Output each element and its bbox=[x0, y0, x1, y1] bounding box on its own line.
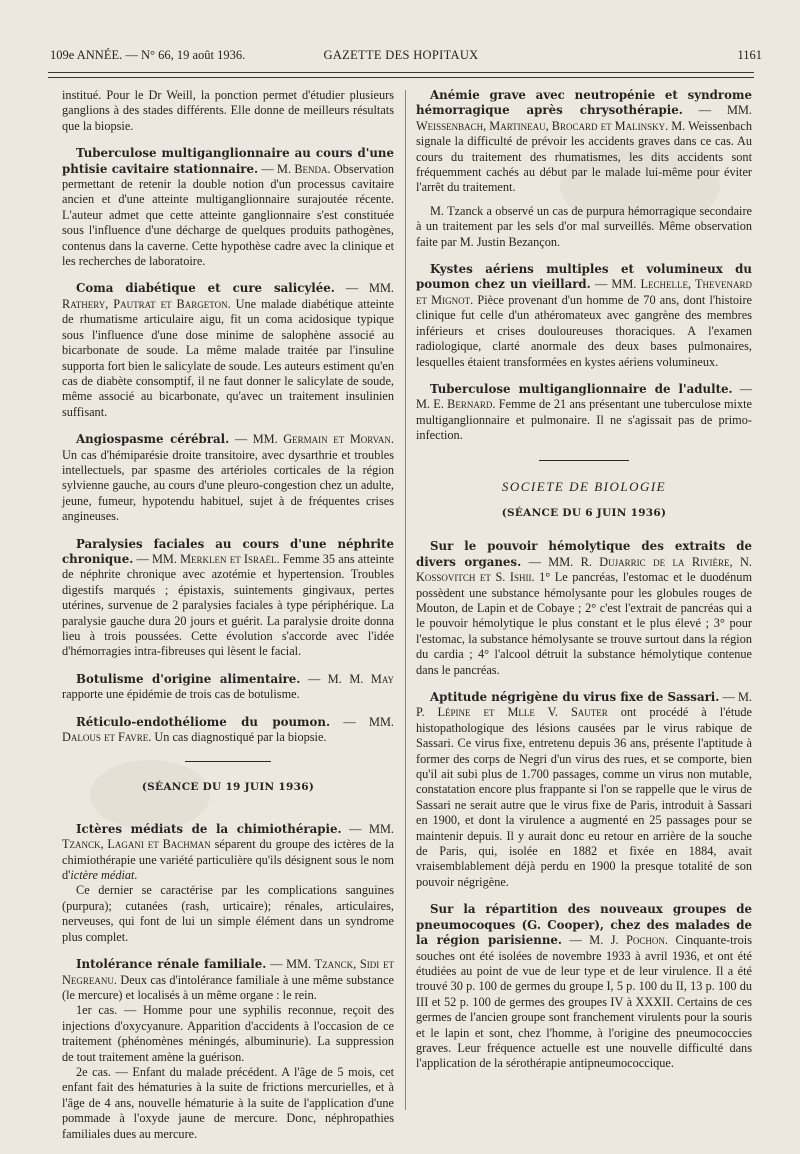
abstract-text: ont procédé à l'étude histopathologique des lésions causées par le virus rabique de Sassari. Ce virus fixe, entretenu depuis 36 ans, présente l'aptitude à former des corps de Negri d'un virus des rues, et se comporte, bien qu'il ait subi plus de 1.700 passages, comme un virus non mutable, constatation encore plus frappante si l'on se rappelle que le virus de Sassari ne serait autre que le virus fixe de Paris, introduit à Sassari en 1900, et dont la virulence a augmenté en 25 passages pour se maintenir depuis. Il y aurait donc eu retour en arrière de la souche de Paris, qui, isolée en 1882 et fixée en 1884, avait vraisemblablement déjà perdu en 1900 la presque totalité de son pouvoir négrigène. bbox=[416, 705, 752, 889]
abstract: Ictères médiats de la chimiothérapie. — MM. Tzanck, Lagani et Bachman séparent du groupe des ictères de la chimiothérapie une variété particulière qu'ils désignent sous le nom d'ictère médiat. bbox=[62, 821, 395, 883]
abstract: Angiospasme cérébral. — MM. Germain et Morvan. Un cas d'hémiparésie droite transitoire, avec dysarthrie et troubles intellectuels, par spasme des artérioles corticales de la région sylvienne gauche, au cours d'une pleuro-congestion chez un adulte, jeune, fumeur, hypotendu habituel, sujet à de fréquentes crises angineuses. bbox=[62, 432, 394, 524]
abstract-italic-term: ictère médiat. bbox=[70, 868, 138, 883]
abstract: Tuberculose multiganglionnaire de l'adulte. — M. E. Bernard. Femme de 21 ans présentant une tuberculose mixte multiganglionnaire et pulmonaire. Il ne s'agissait pas de primo-infection. bbox=[416, 381, 753, 443]
abstract-text: Une malade diabétique atteinte de rhumatisme articulaire aigu, fit un coma acidosique typique sous l'influence d'une dose minime de salophène associé au bicarbonate de soude. La même malade traitée par l'insuline supporta fort bien le salicylate de soude. Les auteurs estiment qu'en cas de diabète consomptif, il ne faut donner le salicylate de soude, même associé au bicarbonate, qu'avec un traitement insulinien suffisant. bbox=[62, 296, 394, 419]
abstract: Kystes aériens multiples et volumineux du poumon chez un vieillard. — MM. Lechelle, Thevenard et Mignot. Pièce provenant d'un homme de 70 ans, dont l'histoire clinique fut celle d'un athéromateux avec gangrène des membres inférieurs et crises douloureuses thoraciques. A l'examen radiologique, clarté anormale des deux bases pulmonaires, lesquelles étaient transformées en kystes aériens volumineux. bbox=[416, 262, 753, 369]
right-column bbox=[416, 88, 752, 1084]
abstract-title: Anémie grave avec neutropénie et syndrome hémorragique après chrysothérapie. bbox=[416, 88, 752, 118]
abstract-authors: M. Benda. bbox=[277, 161, 331, 176]
abstract-text: M. Tzanck a observé un cas de purpura hémorragique secondaire à un traitement par les sels d'or mal surveillés. Même observation faite par M. Justin Bezançon. bbox=[416, 203, 752, 249]
abstract-title: Botulisme d'origine alimentaire. bbox=[76, 671, 301, 686]
abstract-authors: M. J. Pochon. bbox=[589, 933, 668, 948]
society-heading: SOCIETE DE BIOLOGIE bbox=[501, 478, 667, 494]
abstract-paragraph bbox=[416, 204, 752, 250]
abstract-text: Deux cas d'intolérance familiale à une même substance (le mercure) et localisés à un même organe : le rein. bbox=[62, 972, 394, 1002]
abstract-authors: MM. Weissenbach, Martineau, Brocard et Malinsky. bbox=[416, 103, 752, 133]
abstract-text: Pièce provenant d'un homme de 70 ans, dont l'histoire clinique fut celle d'un athéromateux avec gangrène des membres inférieurs et crises douloureuses thoraciques. A l'examen radiologique, clarté anormale des deux bases pulmonaires, lesquelles étaient transformées en kystes aériens volumineux. bbox=[416, 292, 753, 369]
abstract-title: Intolérance rénale familiale. bbox=[76, 957, 267, 972]
section-rule bbox=[185, 761, 271, 762]
header-rule bbox=[48, 77, 754, 78]
abstract-title: Réticulo-endothéliome du poumon. bbox=[76, 714, 331, 729]
abstract-text: M. Weissenbach signale la difficulté de prévoir les accidents graves dans ce cas. Au cours du traitement des rhumatismes, les dits accidents sont fréquemment cachés au début par le malade lui-même pour éviter l'arrêt du traitement. bbox=[416, 118, 752, 195]
abstract-authors: M. P. Lépine et Mlle V. Sauter bbox=[416, 690, 752, 720]
abstract: Tuberculose multiganglionnaire au cours d'une phtisie cavitaire stationnaire. — M. Benda. Observation permettant de retenir la double notion d'un processus cavitaire ancien et d'une atteinte multiganglionnaire surajoutée récente. L'auteur admet que cette atteinte ganglionnaire s'est constituée sous l'influence d'une décharge de quelques produits pathogènes, contenus dans la caverne. Cette hypothèse cadre avec la clinique et les recherches de laboratoire. bbox=[62, 146, 395, 269]
abstract-authors: MM. Germain et Morvan. bbox=[252, 432, 394, 447]
abstract-authors: MM. Lechelle, Thevenard et Mignot. bbox=[416, 277, 753, 307]
abstract: Sur la répartition des nouveaux groupes de pneumocoques (G. Cooper), chez des malades de la région parisienne. — M. J. Pochon. Cinquante-trois souches ont été isolées de novembre 1933 à avril 1936, et ont été étudiées au point de vue de leur type et de leur virulence. Il a été trouvé 30 p. 100 de germes du groupe I, 5 p. 100 du II, 13 p. 100 du III et 52 p. 100 de germes des groupes IV à XXXII. Certains de ces germes de l'ancien groupe sont franchement virulents pour la souris et le lapin et sont, chez l'homme, à l'origine des pneumococcies graves. Leur fréquence actuelle est une nouvelle difficulté dans l'application de la sérothérapie antipneumococcique. bbox=[416, 902, 752, 1071]
abstract-authors: MM. Tzanck, Sidi et Negreanu. bbox=[62, 957, 394, 987]
abstract-paragraph bbox=[62, 883, 394, 945]
abstract: Coma diabétique et cure salicylée. — MM. Rathery, Pautrat et Bargeton. Une malade diabétique atteinte de rhumatisme articulaire aigu, fit un coma acidosique typique sous l'influence d'une dose minime de salophène associé au bicarbonate de soude. La même malade traitée par l'insuline supporta fort bien le salicylate de soude. Les auteurs estiment qu'en cas de diabète consomptif, il ne faut donner le salicylate de soude, même associé au bicarbonate, qu'avec un traitement insulinien suffisant. bbox=[62, 281, 394, 419]
column-divider bbox=[405, 90, 406, 1110]
abstract-title: Aptitude négrigène du virus fixe de Sassari. bbox=[430, 690, 720, 704]
abstract-title: Sur la répartition des nouveaux groupes de pneumocoques (G. Cooper), chez des malades de la région parisienne. bbox=[416, 902, 752, 948]
abstract-title: Tuberculose multiganglionnaire de l'adulte. bbox=[430, 381, 733, 396]
abstract-title: Tuberculose multiganglionnaire au cours d'une phtisie cavitaire stationnaire. bbox=[62, 146, 394, 176]
abstract-title: Paralysies faciales au cours d'une néphrite chronique. bbox=[62, 536, 394, 566]
abstract-text: Un cas diagnostiqué par la biopsie. bbox=[154, 730, 327, 745]
abstract-text: séparent du groupe des ictères de la chimiothérapie une variété particulière qu'ils désignent sous le nom d' bbox=[62, 837, 395, 883]
abstract-authors: MM. R. Dujarric de la Rivière, N. Kossovitch et S. Ishii. bbox=[416, 554, 752, 585]
abstract-authors: M. E. Bernard. bbox=[416, 397, 496, 412]
abstract-text: 2e cas. — Enfant du malade précédent. A l'âge de 5 mois, cet enfant fait des hématuries à la suite de frictions mercurielles, et à l'âge de 4 ans, nouvelle hématurie à la suite de l'application d'une pommade à l'oxyde jaune de mercure. Donc, néphropathies familiales dues au mercure. bbox=[62, 1064, 394, 1141]
abstract-text: Ce dernier se caractérise par les complications sanguines (purpura); cutanées (rash, urticaire); rénales, articulaires, nerveuses, qui font de lui un simple élément dans un syndrome plus complet. bbox=[62, 883, 394, 944]
abstract-title: Ictères médiats de la chimiothérapie. bbox=[76, 821, 342, 836]
abstract-title: Sur le pouvoir hémolytique des extraits de divers organes. bbox=[416, 539, 752, 569]
paragraph-text: institué. Pour le Dr Weill, la ponction permet d'étudier plusieurs ganglions à des stades différents. Elle donne de meilleurs résultats que la biopsie. bbox=[62, 88, 394, 133]
abstract-authors: M. M. May bbox=[327, 671, 394, 686]
abstract-authors: MM. Merklen et Israël. bbox=[151, 551, 280, 566]
abstract-paragraph bbox=[62, 1003, 394, 1065]
abstract-text: Un cas d'hémiparésie droite transitoire, avec dysarthrie et troubles intellectuels, par spasme des artérioles corticales de la région sylvienne gauche, au cours d'une pleuro-congestion chez un adulte, jeune, fumeur, hypotendu habituel, sujet à de fréquentes crises angineuses. bbox=[62, 447, 394, 524]
abstract: Intolérance rénale familiale. — MM. Tzanck, Sidi et Negreanu. Deux cas d'intolérance familiale à une même substance (le mercure) et localisés à un même organe : le rein. bbox=[62, 957, 394, 1002]
abstract-text: 1° Le pancréas, l'estomac et le duodénum possèdent une substance hémolysante pour les globules rouges de Mouton, de Lapin et de Cobaye ; 2° c'est l'extrait de pancréas qui a le pouvoir hémolytique le plus constant et le plus élevé ; 3° pour l'estomac, la substance hémolysante se trouve surtout dans la région du cardia ; 4° l'alcool détruit la substance hémolytique contenue dans le pancréas. bbox=[416, 570, 753, 677]
abstract-authors: MM. Tzanck, Lagani et Bachman bbox=[62, 821, 394, 852]
abstract-text: Observation permettant de retenir la double notion d'un processus cavitaire ancien et d'une atteinte multiganglionnaire surajoutée récente. L'auteur admet que cette atteinte ganglionnaire s'est constituée sous l'influence d'une décharge de quelques produits pathogènes, contenus dans la caverne. Cette hypothèse cadre avec la clinique et les recherches de laboratoire. bbox=[62, 161, 395, 269]
abstract: Réticulo-endothéliome du poumon. — MM. Dalous et Favre. Un cas diagnostiqué par la biopsie. bbox=[62, 714, 394, 745]
session-heading: (SÉANCE DU 19 JUIN 1936) bbox=[141, 781, 315, 794]
abstract-text: 1er cas. — Homme pour une syphilis reconnue, reçoit des injections d'oxycyanure. Apparition d'accidents à l'occasion de ce traitement (phénomènes méningés, albuminurie). La suppression de tout traitement amène la guérison. bbox=[62, 1003, 394, 1064]
abstract-paragraph bbox=[62, 1065, 394, 1142]
abstract-text: Femme 35 ans atteinte de néphrite chronique avec azotémie et hypertension. Troubles digestifs marqués ; épistaxis, suintements gingivaux, pertes utérines, survenue de 2 paralysies faciales à type périphérique. La paralysie gauche dura 20 jours et guérit. La paralysie droite donna lieu à trois poussées. Cette évolution s'accorde avec l'idée d'hémorragies intra-fibreuses qui lèsent le facial. bbox=[62, 551, 394, 659]
section-rule bbox=[539, 460, 629, 461]
issue-info: 109e ANNÉE. — N° 66, 19 août 1936. bbox=[50, 48, 246, 62]
abstract-authors: MM. Dalous et Favre. bbox=[62, 714, 394, 745]
abstract-title: Kystes aériens multiples et volumineux du poumon chez un vieillard. bbox=[416, 262, 752, 292]
abstract-title: Coma diabétique et cure salicylée. bbox=[76, 281, 335, 296]
abstract-text: rapporte une épidémie de trois cas de botulisme. bbox=[62, 687, 300, 702]
abstract: Aptitude négrigène du virus fixe de Sassari. — M. P. Lépine et Mlle V. Sauter ont procédé à l'étude histopathologique des lésions causées par le virus rabique de Sassari. Ce virus fixe, entretenu depuis 36 ans, présente l'aptitude à former des corps de Negri d'un virus des rues, et se comporte, bien qu'il ait subi plus de 1.700 passages, comme un virus non mutable, constatation encore plus frappante si l'on se rappelle que le virus de Sassari ne serait autre que le virus fixe de Paris, introduit à Sassari en 1900, et dont la virulence a augmenté en 25 passages pour se maintenir depuis. Il y aurait donc eu retour en arrière de la souche de Paris, qui, isolée en 1882 et fixée en 1884, avait vraisemblablement déjà perdu en 1900 la presque totalité de son pouvoir négrigène. bbox=[416, 690, 752, 889]
article-continuation bbox=[62, 88, 394, 134]
abstract: Anémie grave avec neutropénie et syndrome hémorragique après chrysothérapie. — MM. Weissenbach, Martineau, Brocard et Malinsky. M. Weissenbach signale la difficulté de prévoir les accidents graves dans ce cas. Au cours du traitement des rhumatismes, les dits accidents sont fréquemment cachés au début par le malade lui-même pour éviter l'arrêt du traitement. bbox=[416, 88, 752, 195]
abstract-text: Cinquante-trois souches ont été isolées de novembre 1933 à avril 1936, et ont été étudiées au point de vue de leur type et de leur virulence. Il a été trouvé 30 p. 100 de germes du groupe I, 5 p. 100 du II, 13 p. 100 du III et 52 p. 100 de germes des groupes IV à XXXII. Certains de ces germes de l'ancien groupe sont franchement virulents pour la souris et le lapin et sont, chez l'homme, à l'origine des pneumococcies graves. Leur fréquence actuelle est une nouvelle difficulté dans l'application de la sérothérapie antipneumococcique. bbox=[416, 933, 752, 1071]
abstract-title: Angiospasme cérébral. bbox=[76, 432, 230, 447]
abstract: Botulisme d'origine alimentaire. — M. M. May rapporte une épidémie de trois cas de botulisme. bbox=[62, 671, 394, 702]
abstract-authors: MM. Rathery, Pautrat et Bargeton. bbox=[62, 281, 394, 311]
session-heading: (SÉANCE DU 6 JUIN 1936) bbox=[501, 506, 667, 519]
abstract: Sur le pouvoir hémolytique des extraits de divers organes. — MM. R. Dujarric de la Rivière, N. Kossovitch et S. Ishii. 1° Le pancréas, l'estomac et le duodénum possèdent une substance hémolysante pour les globules rouges de Mouton, de Lapin et de Cobaye ; 2° c'est l'extrait de pancréas qui a le pouvoir hémolytique le plus constant et le plus élevé ; 3° pour l'estomac, la substance hémolysante se trouve surtout dans la région du cardia ; 4° l'alcool détruit la substance hémolytique contenue dans le pancréas. bbox=[416, 539, 753, 677]
journal-title: GAZETTE DES HOPITAUX bbox=[323, 48, 479, 62]
page-number: 1161 bbox=[737, 48, 762, 62]
header-rule bbox=[48, 72, 754, 73]
left-column bbox=[62, 88, 394, 1154]
abstract: Paralysies faciales au cours d'une néphrite chronique. — MM. Merklen et Israël. Femme 35 ans atteinte de néphrite chronique avec azotémie et hypertension. Troubles digestifs marqués ; épistaxis, suintements gingivaux, pertes utérines, survenue de 2 paralysies faciales à type périphérique. La paralysie gauche dura 20 jours et guérit. La paralysie droite donna lieu à trois poussées. Cette évolution s'accorde avec l'idée d'hémorragies intra-fibreuses qui lèsent le facial. bbox=[62, 536, 394, 659]
running-header bbox=[30, 48, 772, 68]
abstract-text: Femme de 21 ans présentant une tuberculose mixte multiganglionnaire et pulmonaire. Il ne s'agissait pas de primo-infection. bbox=[416, 397, 752, 443]
